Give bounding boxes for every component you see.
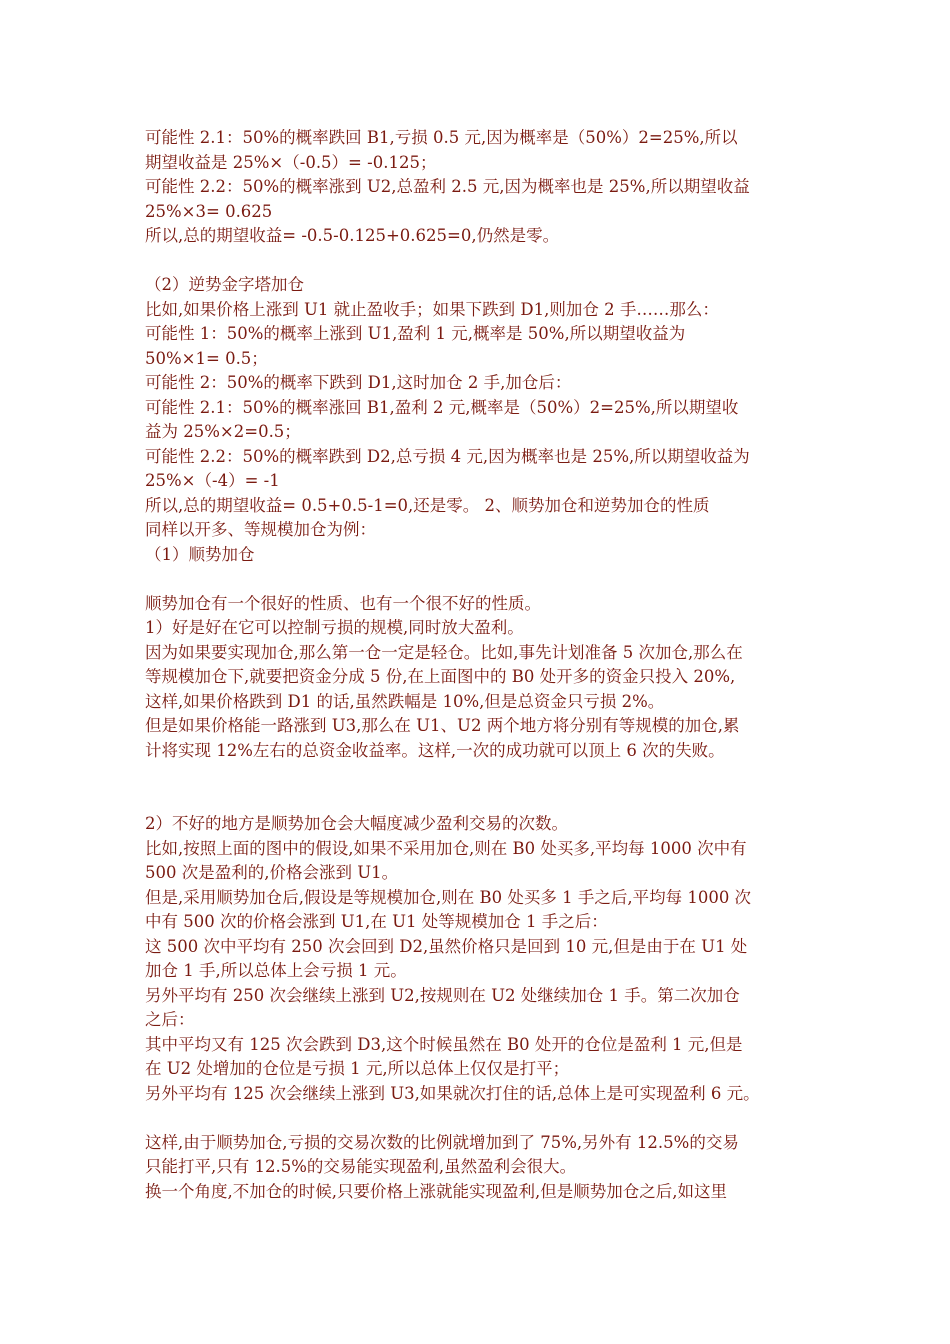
text-line: 2）不好的地方是顺势加仓会大幅度减少盈利交易的次数。 bbox=[145, 814, 568, 833]
text-line: 另外平均有 250 次会继续上涨到 U2,按规则在 U2 处继续加仓 1 手。第二次加仓 bbox=[145, 985, 740, 1005]
text-line: 比如,如果价格上涨到 U1 就止盈收手；如果下跌到 D1,则加仓 2 手……那么： bbox=[145, 299, 719, 319]
blank-line bbox=[145, 763, 825, 788]
blank-line bbox=[145, 567, 825, 592]
text-line: 另外平均有 125 次会继续上涨到 U3,如果就次打住的话,总体上是可实现盈利 6 元。 bbox=[145, 1083, 760, 1103]
text-line: 益为 25%×2=0.5； bbox=[145, 422, 301, 441]
text-line: 但是,采用顺势加仓后,假设是等规模加仓,则在 B0 处买多 1 手之后,平均每 1000 次 bbox=[145, 887, 752, 907]
text-line: 比如,按照上面的图中的假设,如果不采用加仓,则在 B0 处买多,平均每 1000 次中有 bbox=[145, 838, 747, 858]
text-line: 25%×（-4）= -1 bbox=[145, 471, 280, 490]
text-line: 1）好是好在它可以控制亏损的规模,同时放大盈利。 bbox=[145, 618, 524, 637]
text-line: 但是如果价格能一路涨到 U3,那么在 U1、U2 两个地方将分别有等规模的加仓,累 bbox=[145, 716, 740, 735]
text-line: 加仓 1 手,所以总体上会亏损 1 元。 bbox=[145, 961, 407, 980]
text-line: 这样,如果价格跌到 D1 的话,虽然跌幅是 10%,但是总资金只亏损 2%。 bbox=[145, 691, 665, 711]
text-line: 这样,由于顺势加仓,亏损的交易次数的比例就增加到了 75%,另外有 12.5%的交易 bbox=[145, 1132, 739, 1152]
text-line: 之后： bbox=[145, 1010, 195, 1029]
text-line: 可能性 2.2：50%的概率涨到 U2,总盈利 2.5 元,因为概率也是 25%,所以期望收益 bbox=[145, 177, 750, 196]
blank-line bbox=[145, 249, 825, 274]
text-line: 同样以开多、等规模加仓为例： bbox=[145, 520, 376, 539]
text-line: 在 U2 处增加的仓位是亏损 1 元,所以总体上仅仅是打平； bbox=[145, 1059, 570, 1078]
text-line: （2）逆势金字塔加仓 bbox=[145, 275, 304, 294]
text-line: 500 次是盈利的,价格会涨到 U1。 bbox=[145, 863, 399, 882]
text-line: 换一个角度,不加仓的时候,只要价格上涨就能实现盈利,但是顺势加仓之后,如这里 bbox=[145, 1181, 727, 1201]
text-line: 可能性 1：50%的概率上涨到 U1,盈利 1 元,概率是 50%,所以期望收益为 bbox=[145, 324, 686, 343]
text-line: 可能性 2.1：50%的概率跌回 B1,亏损 0.5 元,因为概率是（50%）2=25%,所以 bbox=[145, 128, 738, 147]
blank-line bbox=[145, 1106, 825, 1131]
text-line: 因为如果要实现加仓,那么第一仓一定是轻仓。比如,事先计划准备 5 次加仓,那么在 bbox=[145, 642, 743, 662]
text-line: 25%×3= 0.625 bbox=[145, 201, 273, 221]
blank-line bbox=[145, 788, 825, 813]
document-body bbox=[145, 126, 825, 1204]
text-line: （1）顺势加仓 bbox=[145, 544, 255, 564]
text-line: 只能打平,只有 12.5%的交易能实现盈利,虽然盈利会很大。 bbox=[145, 1157, 577, 1176]
text-line: 等规模加仓下,就要把资金分成 5 份,在上面图中的 B0 处开多的资金只投入 20%, bbox=[145, 667, 736, 686]
text-line: 所以,总的期望收益= 0.5+0.5-1=0,还是零。 2、顺势加仓和逆势加仓的性质 bbox=[145, 495, 710, 515]
text-line: 可能性 2：50%的概率下跌到 D1,这时加仓 2 手,加仓后： bbox=[145, 373, 572, 392]
text-line: 可能性 2.2：50%的概率跌到 D2,总亏损 4 元,因为概率也是 25%,所以期望收益为 bbox=[145, 446, 750, 466]
text-line: 可能性 2.1：50%的概率涨回 B1,盈利 2 元,概率是（50%）2=25%,所以期望收 bbox=[145, 397, 739, 417]
text-line: 所以,总的期望收益= -0.5-0.125+0.625=0,仍然是零。 bbox=[145, 226, 560, 245]
text-line: 这 500 次中平均有 250 次会回到 D2,虽然价格只是回到 10 元,但是由于在 U1 处 bbox=[145, 936, 748, 956]
text-line: 其中平均又有 125 次会跌到 D3,这个时候虽然在 B0 处开的仓位是盈利 1 元,但是 bbox=[145, 1034, 743, 1054]
text-line: 中有 500 次的价格会涨到 U1,在 U1 处等规模加仓 1 手之后： bbox=[145, 912, 608, 931]
text-line: 计将实现 12%左右的总资金收益率。这样,一次的成功就可以顶上 6 次的失败。 bbox=[145, 740, 725, 760]
text-line: 50%×1= 0.5； bbox=[145, 348, 268, 368]
text-line: 顺势加仓有一个很好的性质、也有一个很不好的性质。 bbox=[145, 593, 541, 613]
text-line: 期望收益是 25%×（-0.5）= -0.125； bbox=[145, 152, 437, 172]
